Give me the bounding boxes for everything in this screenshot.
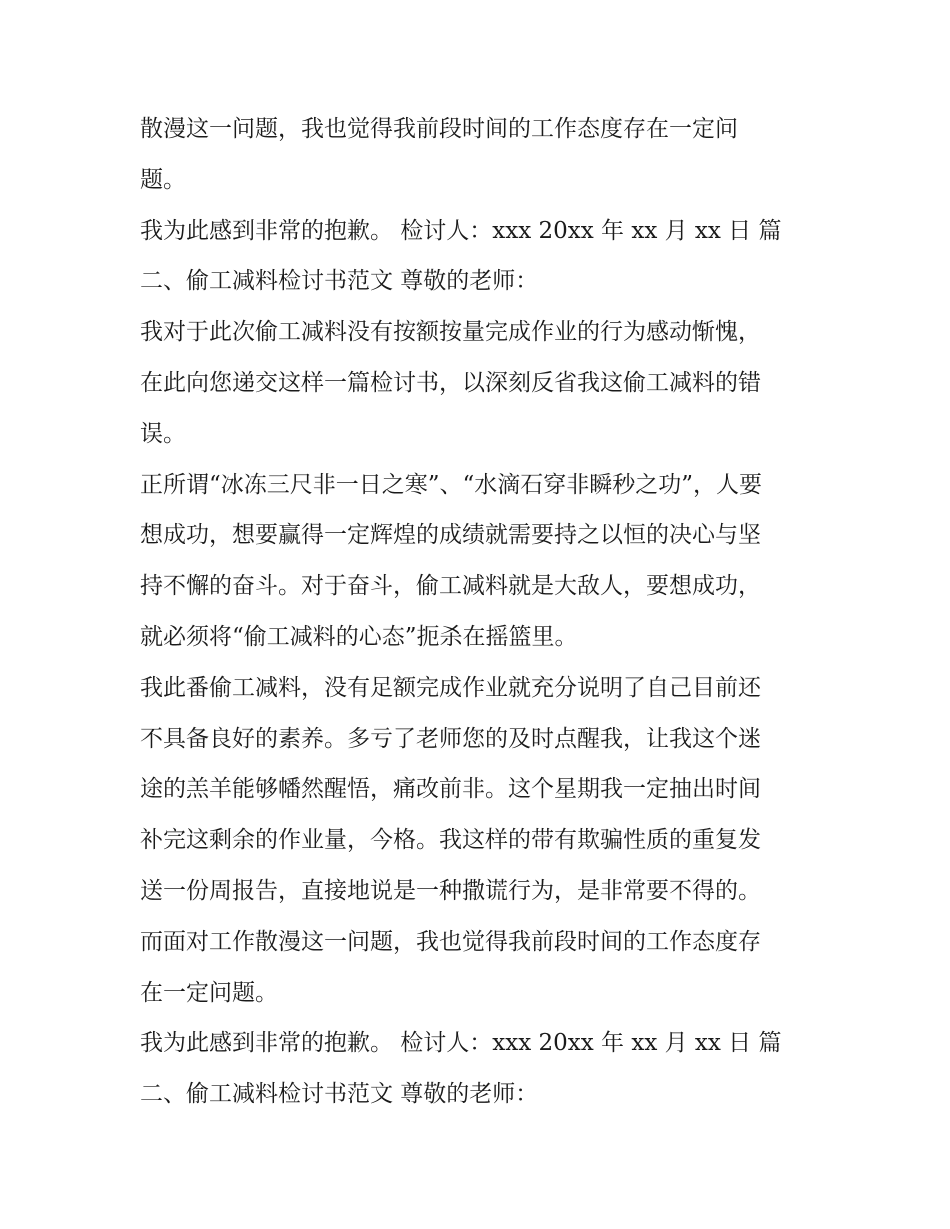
text-line: 散漫这一问题，我也觉得我前段时间的工作态度存在一定问 — [140, 116, 738, 142]
text-line: 而面对工作散漫这一问题，我也觉得我前段时间的工作态度存 — [140, 928, 761, 955]
text-line: 在一定问题。 — [140, 979, 278, 1006]
text-line: 我对于此次偷工减料没有按额按量完成作业的行为感动惭愧， — [140, 319, 761, 346]
text-line: 途的羔羊能够幡然醒悟，痛改前非。这个星期我一定抽出时间 — [140, 776, 761, 803]
text-line: 误。 — [140, 420, 186, 447]
text-line: 二、偷工减料检讨书范文 尊敬的老师： — [140, 1081, 539, 1108]
text-line: 补完这剩余的作业量，今格。我这样的带有欺骗性质的重复发 — [140, 827, 761, 854]
text-line: 题。 — [140, 166, 186, 193]
text-line: 二、偷工减料检讨书范文 尊敬的老师： — [140, 268, 539, 295]
text-line: 正所谓“冰冻三尺非一日之寒”、“水滴石穿非瞬秒之功”，人要 — [140, 471, 763, 498]
text-line: 想成功，想要赢得一定辉煌的成绩就需要持之以恒的决心与坚 — [140, 522, 761, 549]
text-line: 我为此感到非常的抱歉。 检讨人：xxx 20xx 年 xx 月 xx 日 篇 — [140, 217, 782, 244]
text-line: 在此向您递交这样一篇检讨书，以深刻反省我这偷工减料的错 — [140, 369, 761, 396]
text-line: 送一份周报告，直接地说是一种撒谎行为，是非常要不得的。 — [140, 877, 761, 904]
text-line: 就必须将“偷工减料的心态”扼杀在摇篮里。 — [140, 623, 578, 650]
text-line: 不具备良好的素养。多亏了老师您的及时点醒我，让我这个迷 — [140, 725, 761, 752]
document-body — [140, 104, 820, 1120]
text-line: 我为此感到非常的抱歉。 检讨人：xxx 20xx 年 xx 月 xx 日 篇 — [140, 1030, 782, 1057]
text-line: 我此番偷工减料，没有足额完成作业就充分说明了自己目前还 — [140, 674, 761, 701]
text-line: 持不懈的奋斗。对于奋斗，偷工减料就是大敌人，要想成功， — [140, 573, 761, 600]
